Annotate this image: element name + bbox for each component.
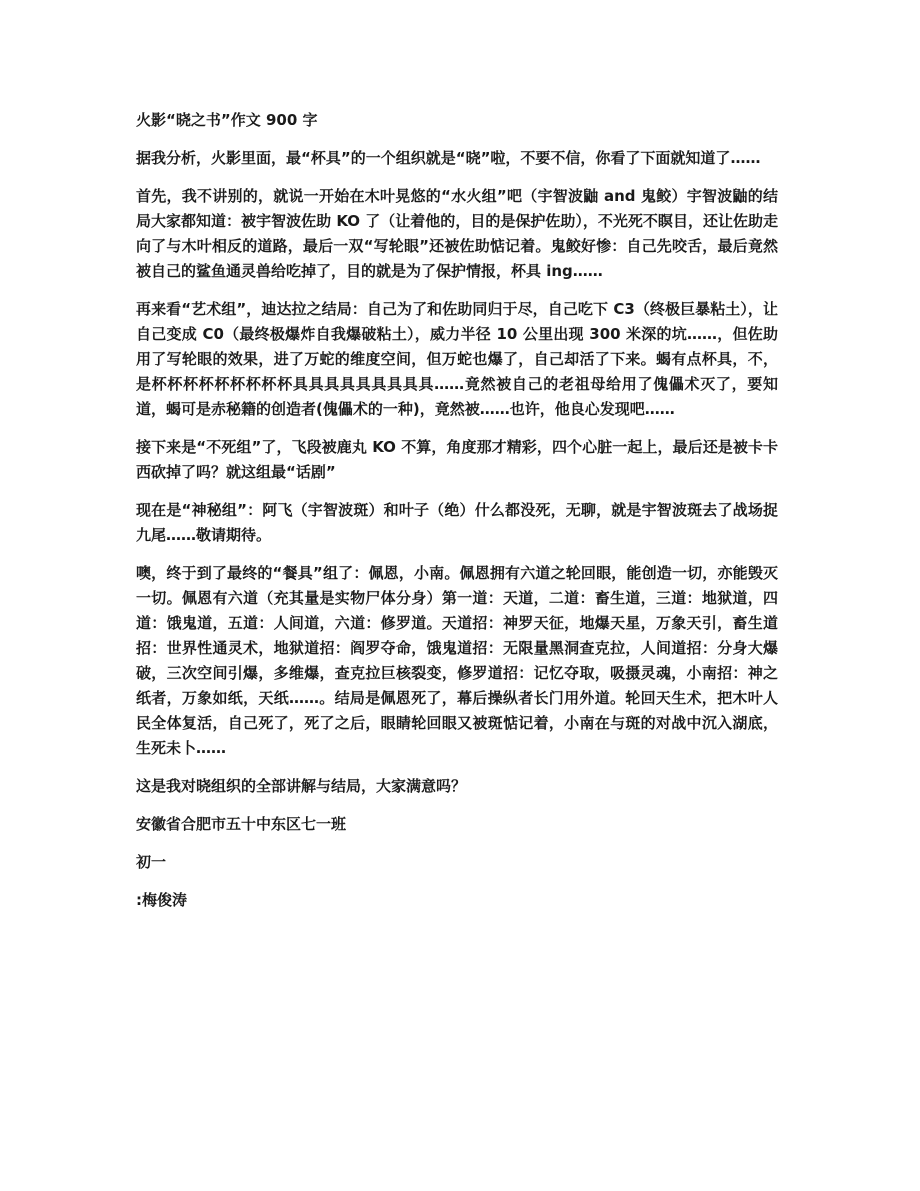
document-title: 火影“晓之书”作文 900 字	[136, 111, 318, 129]
paragraph-art-group: 再来看“艺术组”，迪达拉之结局：自己为了和佐助同归于尽，自己吃下 C3（终极巨暴粘土），让自己变成 C0（最终极爆炸自我爆破粘土），威力半径 10 公里出现 300 米深的坑……，但佐助用了写轮眼的效果，进了万蛇的维度空间，但万蛇也爆了，自己却活了下来。蝎有点杯具，不，是杯杯杯杯杯杯杯杯杯具具具具具具具具具……竟然被自己的老祖母给用了傀儡术灭了，要知道，蝎可是赤秘籍的创造者(傀儡术的一种)，竟然被……也许，他良心发现吧……	[136, 300, 778, 418]
paragraph-immortal-group: 接下来是“不死组”了，飞段被鹿丸 KO 不算，角度那才精彩，四个心脏一起上，最后还是被卡卡西砍掉了吗？就这组最“话剧”	[136, 438, 778, 481]
document-page	[136, 108, 778, 926]
footer-author: :梅俊涛	[136, 891, 187, 909]
paragraph-intro: 据我分析，火影里面，最“杯具”的一个组织就是“晓”啦，不要不信，你看了下面就知道了……	[136, 149, 761, 167]
footer-grade: 初一	[136, 853, 167, 871]
paragraph-water-fire-group: 首先，我不讲别的，就说一开始在木叶晃悠的“水火组”吧（宇智波鼬 and 鬼鲛）宇智波鼬的结局大家都知道：被宇智波佐助 KO 了（让着他的，目的是保护佐助），不光死不瞑目，还让佐助走向了与木叶相反的道路，最后一双“写轮眼”还被佐助惦记着。鬼鲛好惨：自己先咬舌，最后竟然被自己的鲨鱼通灵兽给吃掉了，目的就是为了保护情报，杯具 ing……	[136, 187, 778, 280]
paragraph-tableware-group: 噢，终于到了最终的“餐具”组了：佩恩，小南。佩恩拥有六道之轮回眼，能创造一切，亦能毁灭一切。佩恩有六道（充其量是实物尸体分身）第一道：天道，二道：畜生道，三道：地狱道，四道：饿鬼道，五道：人间道，六道：修罗道。天道招：神罗天征，地爆天星，万象天引，畜生道招：世界性通灵术，地狱道招：阎罗夺命，饿鬼道招：无限量黑洞查克拉，人间道招：分身大爆破，三次空间引爆，多维爆，查克拉巨核裂变，修罗道招：记忆夺取，吸摄灵魂，小南招：神之纸者，万象如纸，天纸……。结局是佩恩死了，幕后操纵者长门用外道。轮回天生术，把木叶人民全体复活，自己死了，死了之后，眼睛轮回眼又被斑惦记着，小南在与斑的对战中沉入湖底，生死未卜……	[136, 564, 778, 757]
paragraph-mystery-group: 现在是“神秘组”：阿飞（宇智波斑）和叶子（绝）什么都没死，无聊，就是宇智波斑去了战场捉九尾……敬请期待。	[136, 501, 778, 544]
paragraph-conclusion: 这是我对晓组织的全部讲解与结局，大家满意吗？	[136, 777, 467, 795]
footer-school: 安徽省合肥市五十中东区七一班	[136, 815, 347, 833]
